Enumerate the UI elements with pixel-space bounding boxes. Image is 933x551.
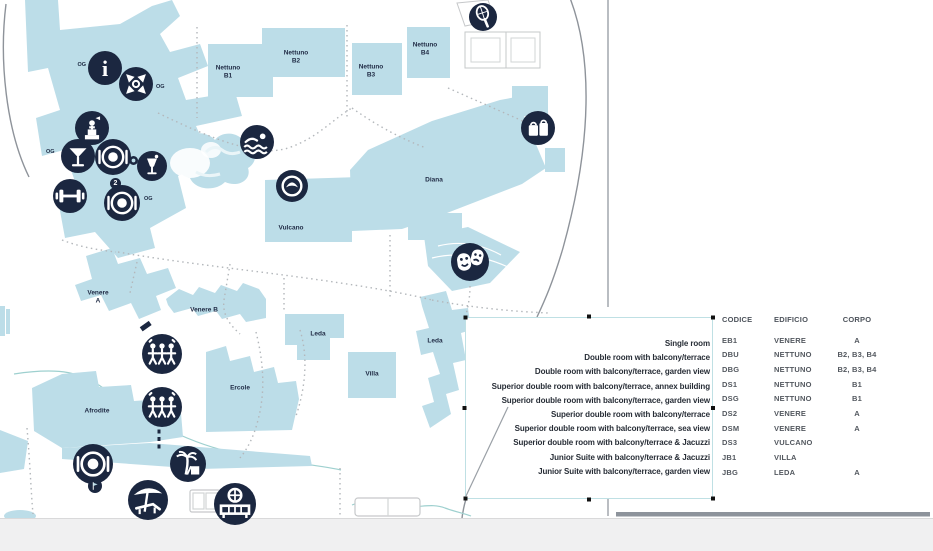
- label-nettuno-b2: Nettuno B2: [283, 49, 309, 64]
- table-cell-code: DS1: [722, 379, 738, 389]
- snack-bar-icon: [137, 151, 167, 181]
- selection-handle[interactable]: [587, 498, 591, 502]
- room-type: Junior Suite with balcony/terrace, garden view: [538, 466, 710, 476]
- table-cell-wing: A: [854, 408, 860, 418]
- column-header-edificio: EDIFICIO: [774, 315, 809, 325]
- og-marker: OG: [77, 62, 86, 68]
- badge-2: 2: [110, 178, 121, 189]
- table-cell-building: NETTUNO: [774, 379, 812, 389]
- footbridge: [140, 321, 152, 331]
- table-cell-building: VULCANO: [774, 438, 813, 448]
- label-leda-west: Leda: [310, 330, 326, 338]
- room-type: Superior double room with balcony/terrace, annex building: [491, 381, 710, 391]
- restaurant-2-icon: [104, 185, 140, 221]
- label-nettuno-b4: Nettuno B4: [412, 41, 438, 56]
- flag-badge-icon: [88, 479, 102, 493]
- table-cell-code: DS3: [722, 438, 738, 448]
- left-edge-block-1: [0, 306, 5, 336]
- building-venere-a: [75, 248, 176, 319]
- selection-handle[interactable]: [464, 497, 468, 501]
- building-diana-annex-2: [545, 148, 565, 172]
- bar-icon: [61, 139, 95, 173]
- selection-handle[interactable]: [711, 497, 715, 501]
- room-type: Superior double room with balcony/terrace & Jacuzzi: [513, 438, 710, 448]
- table-cell-wing: A: [854, 423, 860, 433]
- left-edge-block-2: [6, 309, 10, 334]
- label-villa: Villa: [365, 370, 379, 378]
- boutique-icon: [521, 111, 555, 145]
- table-cell-code: DSM: [722, 423, 740, 433]
- theatre-icon: [451, 243, 489, 281]
- room-code-table: [722, 315, 884, 480]
- table-cell-wing: B2, B3, B4: [837, 364, 877, 374]
- room-type: Double room with balcony/terrace: [584, 353, 710, 363]
- room-type: Double room with balcony/terrace, garden view: [534, 367, 710, 377]
- room-type: Superior double room with balcony/terrace: [550, 410, 710, 420]
- og-marker: OG: [156, 84, 165, 90]
- miniclub-icon: [142, 387, 182, 427]
- og-marker: OG: [144, 196, 153, 202]
- label-nettuno-b1: Nettuno B1: [215, 64, 241, 79]
- tennis-icon: [469, 3, 497, 31]
- beach-restaurant-icon: [73, 444, 113, 484]
- gym-icon: [53, 179, 87, 213]
- table-cell-code: DBU: [722, 350, 739, 360]
- table-cell-building: VILLA: [774, 453, 797, 463]
- room-type: Superior double room with balcony/terrace, sea view: [514, 424, 710, 434]
- meeting-point-icon: [119, 67, 153, 101]
- table-cell-code: JB1: [722, 453, 737, 463]
- room-type: Superior double room with balcony/terrace, garden view: [501, 395, 710, 405]
- table-cell-building: LEDA: [774, 467, 796, 477]
- room-type: Single room: [664, 339, 710, 348]
- table-cell-code: JBG: [722, 467, 739, 477]
- label-leda-east: Leda: [427, 337, 443, 345]
- label-nettuno-b3: Nettuno B3: [358, 63, 384, 78]
- miniclub-icon: [142, 334, 182, 374]
- table-cell-wing: B1: [852, 394, 862, 404]
- bottom-band: [0, 518, 933, 551]
- room-type-list[interactable]: [465, 317, 710, 479]
- table-cell-building: NETTUNO: [774, 350, 812, 360]
- wellness-icon: [276, 170, 308, 202]
- table-cell-building: VENERE: [774, 335, 807, 345]
- table-cell-wing: A: [854, 335, 860, 345]
- pier-icon: [214, 483, 256, 525]
- shore-wedge: [0, 430, 28, 473]
- table-cell-wing: A: [854, 467, 860, 477]
- table-cell-wing: B1: [852, 379, 862, 389]
- building-ercole: [206, 346, 299, 432]
- building-venere-b: [166, 283, 266, 322]
- beach-palm-icon: [170, 446, 206, 482]
- table-cell-code: DBG: [722, 364, 740, 374]
- table-cell-code: DSG: [722, 394, 739, 404]
- label-ercole: Ercole: [230, 384, 250, 392]
- table-cell-code: EB1: [722, 335, 738, 345]
- table-cell-building: NETTUNO: [774, 394, 812, 404]
- table-cell-building: NETTUNO: [774, 364, 812, 374]
- selection-handle[interactable]: [711, 406, 715, 410]
- label-venere-b: Venere B: [190, 306, 218, 314]
- gray-bar: [616, 512, 930, 517]
- table-cell-building: VENERE: [774, 408, 807, 418]
- og-marker: OG: [46, 149, 55, 155]
- label-diana: Diana: [425, 176, 443, 184]
- svg-text:i: i: [101, 55, 109, 81]
- label-vulcano: Vulcano: [278, 224, 304, 232]
- beach-umbrella-icon: [128, 480, 168, 520]
- room-type: Junior Suite with balcony/terrace & Jacuzzi: [549, 452, 710, 462]
- pool-icon: [240, 125, 274, 159]
- table-cell-building: VENERE: [774, 423, 807, 433]
- column-header-codice: CODICE: [722, 315, 753, 325]
- label-afrodite: Afrodite: [84, 407, 110, 415]
- selection-handle[interactable]: [711, 316, 715, 320]
- table-cell-wing: B2, B3, B4: [837, 350, 877, 360]
- label-venere-a: Venere A: [87, 289, 109, 304]
- info-icon: [88, 51, 122, 85]
- column-header-corpo: CORPO: [842, 315, 872, 325]
- restaurant-icon: [95, 139, 131, 175]
- table-cell-code: DS2: [722, 408, 738, 418]
